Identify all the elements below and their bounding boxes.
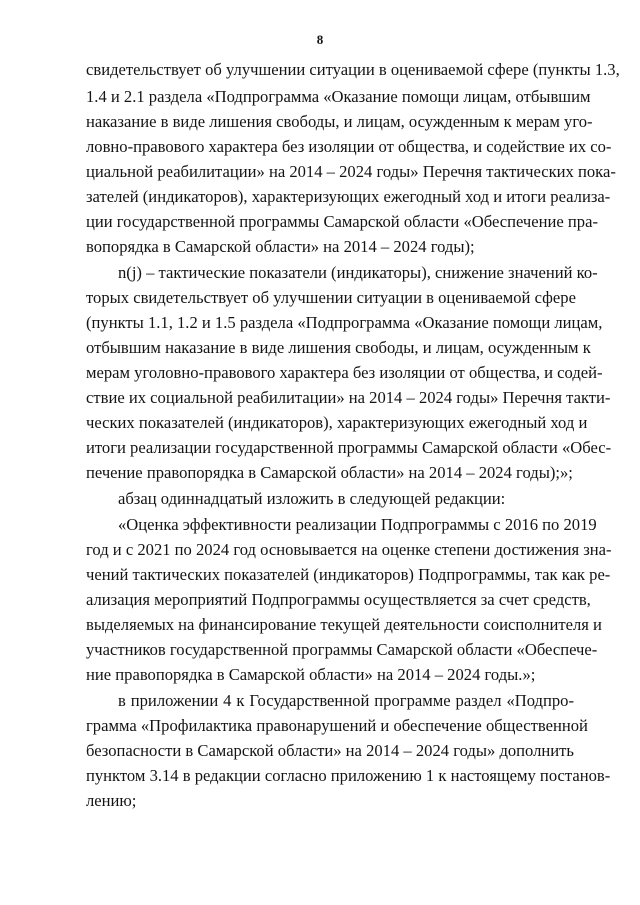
text-line: свидетельствует об улучшении ситуации в оцениваемой сфере (пункты 1.3,: [86, 60, 620, 79]
text-line: абзац одиннадцатый изложить в следующей редакции:: [118, 489, 506, 508]
text-line: пунктом 3.14 в редакции согласно приложению 1 к настоящему постанов-: [86, 766, 611, 785]
text-line: «Оценка эффективности реализации Подпрограммы с 2016 по 2019: [118, 515, 597, 534]
text-line: вопорядка в Самарской области» на 2014 – 2024 годы);: [86, 237, 475, 256]
text-line: ловно-правового характера без изоляции от общества, и содействие их со-: [86, 137, 612, 156]
text-line: циальной реабилитации» на 2014 – 2024 годы» Перечня тактических пока-: [86, 162, 616, 181]
text-line: печение правопорядка в Самарской области» на 2014 – 2024 годы);»;: [86, 463, 573, 482]
text-line: ние правопорядка в Самарской области» на 2014 – 2024 годы.»;: [86, 665, 536, 684]
text-line: выделяемых на финансирование текущей деятельности соисполнителя и: [86, 615, 602, 634]
text-line: торых свидетельствует об улучшении ситуации в оцениваемой сфере: [86, 288, 576, 307]
text-line: итоги реализации государственной программы Самарской области «Обес-: [86, 438, 612, 457]
text-line: год и с 2021 по 2024 год основывается на оценке степени достижения зна-: [86, 540, 612, 559]
text-line: отбывшим наказание в виде лишения свободы, и лицам, осужденным к: [86, 338, 591, 357]
text-line: 1.4 и 2.1 раздела «Подпрограмма «Оказание помощи лицам, отбывшим: [86, 87, 591, 106]
text-line: в приложении 4 к Государственной программе раздел «Подпро-: [118, 691, 574, 710]
text-line: ализация мероприятий Подпрограммы осуществляется за счет средств,: [86, 590, 591, 609]
text-line: мерам уголовно-правового характера без изоляции от общества, и содей-: [86, 363, 603, 382]
text-line: чений тактических показателей (индикаторов) Подпрограммы, так как ре-: [86, 565, 611, 584]
text-line: участников государственной программы Самарской области «Обеспече-: [86, 640, 598, 659]
text-line: n(j) – тактические показатели (индикаторы), снижение значений ко-: [118, 263, 598, 282]
text-line: ции государственной программы Самарской области «Обеспечение пра-: [86, 212, 598, 231]
text-line: наказание в виде лишения свободы, и лицам, осужденным к мерам уго-: [86, 112, 593, 131]
text-line: безопасности в Самарской области» на 2014 – 2024 годы» дополнить: [86, 741, 574, 760]
text-line: зателей (индикаторов), характеризующих ежегодный ход и итоги реализа-: [86, 187, 611, 206]
text-line: (пункты 1.1, 1.2 и 1.5 раздела «Подпрограмма «Оказание помощи лицам,: [86, 313, 603, 332]
page-number: 8: [316, 32, 324, 47]
text-line: ческих показателей (индикаторов), характеризующих ежегодный ход и: [86, 413, 588, 432]
text-line: ствие их социальной реабилитации» на 2014 – 2024 годы» Перечня такти-: [86, 388, 611, 407]
text-line: лению;: [86, 791, 137, 810]
text-line: грамма «Профилактика правонарушений и обеспечение общественной: [86, 716, 588, 735]
